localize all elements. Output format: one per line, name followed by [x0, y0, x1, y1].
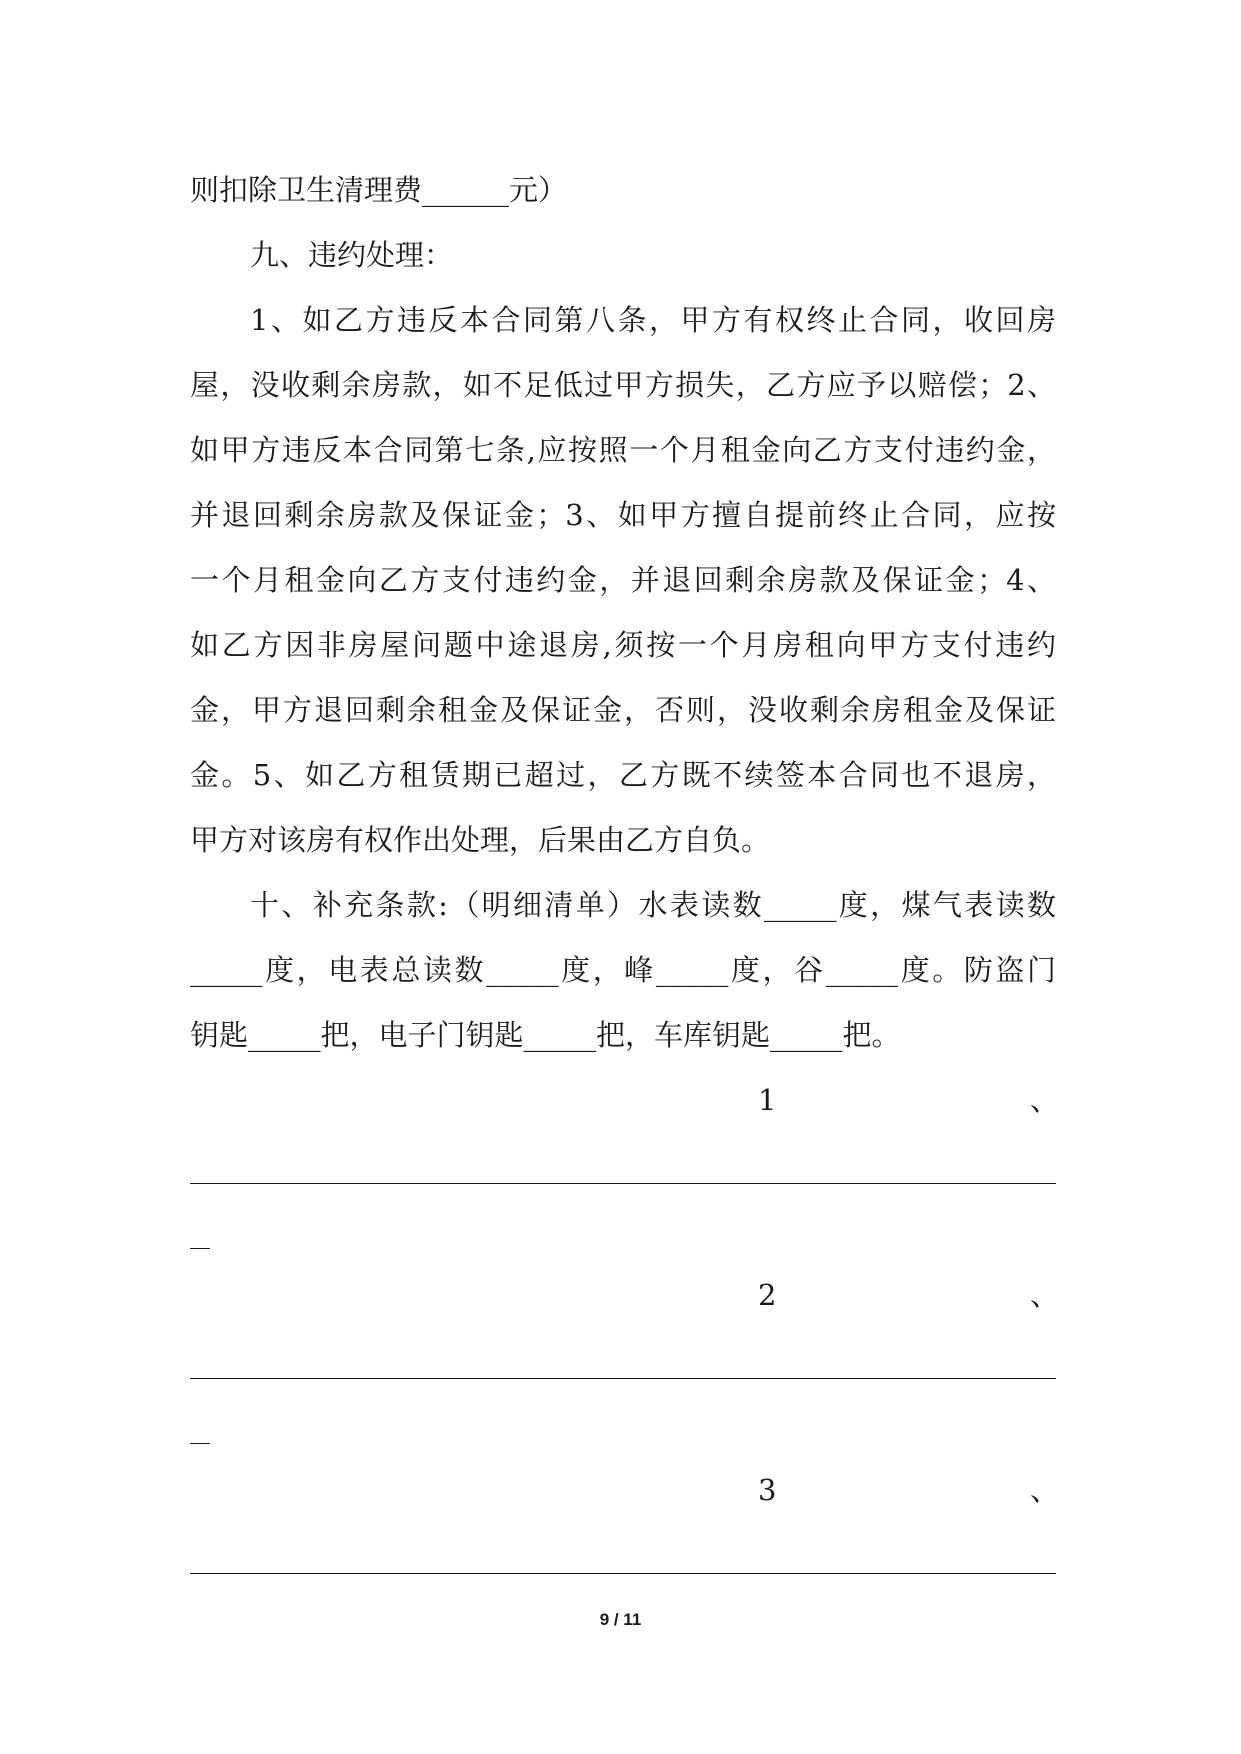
text-line: 金。5、如乙方租赁期已超过，乙方既不续签本合同也不退房，: [190, 758, 1056, 792]
item-1-blank-line: [190, 1133, 1056, 1198]
blank-rule-short: [190, 1248, 210, 1249]
item-number: 3: [758, 1473, 777, 1507]
text-line: 1、如乙方违反本合同第八条，甲方有权终止合同，收回房: [250, 303, 1056, 337]
text-line: 一个月租金向乙方支付违约金，并退回剩余房款及保证金；4、: [190, 563, 1056, 597]
text-line: 甲方对该房有权作出处理，后果由乙方自负。: [190, 823, 771, 857]
text-line: 钥匙_____把，电子门钥匙_____把，车库钥匙_____把。: [190, 1018, 901, 1052]
item-2-blank-line: [190, 1328, 1056, 1393]
section-heading-supplementary: 十、补充条款:（明细清单）水表读数_____度，煤气表读数: [250, 888, 1056, 922]
blank-rule: [190, 1378, 1056, 1379]
text-line: 屋，没收剩余房款，如不足低过甲方损失，乙方应予以赔偿；2、: [190, 368, 1056, 402]
item-1-blank-tail: [190, 1198, 1056, 1263]
item-2-header: [190, 1263, 1060, 1328]
item-3-blank-line: [190, 1523, 1056, 1588]
text-line: 金，甲方退回剩余租金及保证金，否则，没收剩余房租金及保证: [190, 693, 1056, 727]
text-line: 并退回剩余房款及保证金；3、如甲方擅自提前终止合同，应按: [190, 498, 1056, 532]
text-line: 如乙方因非房屋问题中途退房,须按一个月房租向甲方支付违约: [190, 628, 1056, 662]
item-number: 1: [758, 1083, 777, 1117]
item-number: 2: [758, 1278, 777, 1312]
section-heading-breach: 九、违约处理：: [250, 238, 454, 272]
text-line: 如甲方违反本合同第七条,应按照一个月租金向乙方支付违约金，: [190, 433, 1056, 467]
text-line: _____度，电表总读数_____度，峰_____度，谷_____度。防盗门: [190, 953, 1056, 987]
item-separator: 、: [1030, 1473, 1060, 1507]
item-2-blank-tail: [190, 1393, 1056, 1458]
blank-rule: [190, 1183, 1056, 1184]
document-body: [190, 158, 1060, 1588]
item-separator: 、: [1030, 1083, 1060, 1117]
blank-rule: [190, 1573, 1056, 1574]
item-separator: 、: [1030, 1278, 1060, 1312]
text-line: 则扣除卫生清理费______元）: [190, 173, 568, 207]
blank-rule-short: [190, 1443, 210, 1444]
item-1-header: [190, 1068, 1060, 1133]
item-3-header: [190, 1458, 1060, 1523]
page-number: 9 / 11: [599, 1610, 642, 1629]
